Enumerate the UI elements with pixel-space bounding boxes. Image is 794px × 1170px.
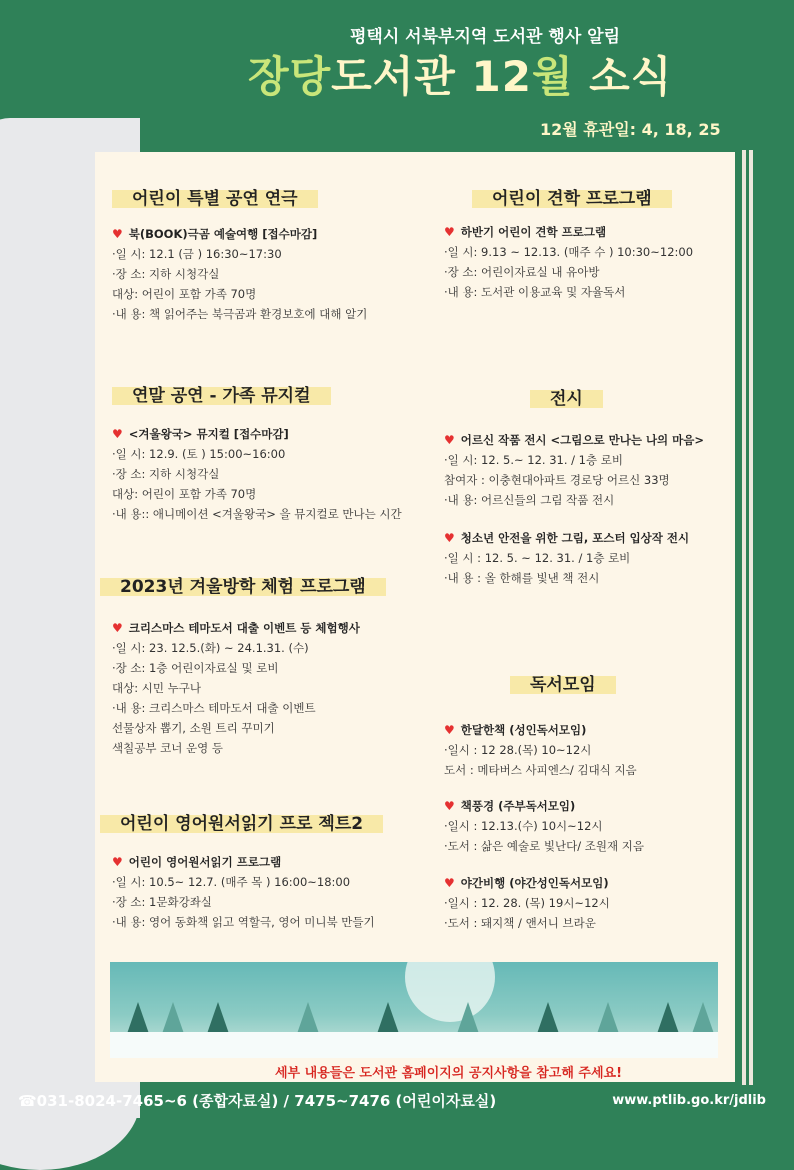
holiday-info: 12월 휴관일: 4, 18, 25 — [540, 120, 721, 139]
event-line: ·도서 : 삶은 예술로 빛난다/ 조원재 지음 — [444, 839, 644, 853]
event-book-club-1 — [444, 720, 637, 780]
event-head: 어린이 영어원서읽기 프로그램 — [128, 855, 282, 869]
section-title-musical: 연말 공연 - 가족 뮤지컬 — [112, 377, 331, 410]
title-main: 도서관 12 — [331, 52, 532, 101]
paper-edge — [749, 150, 753, 1085]
event-line: ·장 소: 1문화강좌실 — [112, 895, 212, 909]
event-line: 대상: 시민 누구나 — [112, 681, 201, 695]
event-line: ·내 용 : 올 한해를 빛낸 책 전시 — [444, 571, 600, 585]
event-line: 도서 : 메타버스 사피엔스/ 김대식 지음 — [444, 763, 637, 777]
event-line: ·일 시: 23. 12.5.(화) ~ 24.1.31. (수) — [112, 641, 309, 655]
event-line: ·일 시: 12. 5.~ 12. 31. / 1층 로비 — [444, 453, 623, 467]
section-title-winter-program: 2023년 겨울방학 체험 프로그램 — [100, 568, 386, 601]
event-head: 북(BOOK)극곰 예술여행 [접수마감] — [128, 227, 318, 241]
footer-website-link[interactable]: www.ptlib.go.kr/jdlib — [612, 1093, 766, 1108]
heart-icon: ♥ — [112, 427, 123, 441]
event-line: ·일시 : 12.13.(수) 10시~12시 — [444, 819, 603, 833]
heart-icon: ♥ — [444, 723, 455, 737]
event-line: ·내 용: 크리스마스 테마도서 대출 이벤트 — [112, 701, 316, 715]
event-line: ·내 용:: 애니메이션 <겨울왕국> 을 뮤지컬로 만나는 시간 — [112, 507, 402, 521]
event-head: 어르신 작품 전시 <그림으로 만나는 나의 마음> — [460, 433, 705, 447]
heart-icon: ♥ — [444, 433, 455, 447]
event-head: 크리스마스 테마도서 대출 이벤트 등 체험행사 — [128, 621, 360, 635]
heart-icon: ♥ — [444, 799, 455, 813]
event-head: 야간비행 (야간성인독서모임) — [460, 876, 609, 890]
section-title-book-club: 독서모임 — [510, 666, 616, 699]
event-line: ·일 시: 12.9. (토 ) 15:00~16:00 — [112, 447, 286, 461]
event-line: ·일 시: 12.1 (금 ) 16:30~17:30 — [112, 247, 282, 261]
event-line: ·내 용: 어르신들의 그림 작품 전시 — [444, 493, 615, 507]
event-line: 색칠공부 코너 운영 등 — [112, 741, 223, 755]
title-news: 소식 — [573, 52, 673, 101]
event-line: ·장 소: 지하 시청각실 — [112, 467, 220, 481]
event-line: ·일시 : 12. 28. (목) 19시~12시 — [444, 896, 610, 910]
event-line: ·장 소: 어린이자료실 내 유아방 — [444, 265, 600, 279]
section-title-field-trip: 어린이 견학 프로그램 — [472, 180, 672, 213]
event-english-reading — [112, 852, 375, 932]
event-line: ·일 시: 9.13 ~ 12.13. (매주 수 ) 10:30~12:00 — [444, 245, 694, 259]
event-winter-program — [112, 618, 360, 758]
event-head: 청소년 안전을 위한 그림, 포스터 입상작 전시 — [460, 531, 690, 545]
event-line: ·도서 : 돼지책 / 앤서니 브라운 — [444, 916, 596, 930]
event-exhibition-senior — [444, 430, 704, 510]
event-head: 한달한책 (성인독서모임) — [460, 723, 587, 737]
event-musical — [112, 424, 402, 524]
event-book-club-3 — [444, 873, 610, 933]
paper-edge — [742, 150, 746, 1085]
heart-icon: ♥ — [444, 876, 455, 890]
event-line: ·일시 : 12 28.(목) 10~12시 — [444, 743, 592, 757]
title-highlight: 장당 — [248, 52, 332, 101]
event-line: ·내 용: 도서관 이용교육 및 자율독서 — [444, 285, 626, 299]
event-head: 책풍경 (주부독서모임) — [460, 799, 576, 813]
section-title-english-reading: 어린이 영어원서읽기 프로 젝트2 — [100, 805, 383, 838]
footer-phone: ☎031-8024-7465~6 (종합자료실) / 7475~7476 (어린이자료실) — [18, 1092, 497, 1110]
event-book-club-2 — [444, 796, 644, 856]
event-line: 대상: 어린이 포함 가족 70명 — [112, 287, 257, 301]
winter-banner-illustration — [110, 962, 718, 1058]
event-line: ·장 소: 지하 시청각실 — [112, 267, 220, 281]
heart-icon: ♥ — [112, 855, 123, 869]
event-line: ·장 소: 1층 어린이자료실 및 로비 — [112, 661, 279, 675]
header-subtitle: 평택시 서북부지역 도서관 행사 알림 — [350, 27, 621, 47]
event-head: 하반기 어린이 견학 프로그램 — [460, 225, 607, 239]
event-line: 대상: 어린이 포함 가족 70명 — [112, 487, 257, 501]
event-line: 선물상자 뽑기, 소원 트리 꾸미기 — [112, 721, 275, 735]
event-line: ·내 용: 책 읽어주는 북극곰과 환경보호에 대해 알기 — [112, 307, 368, 321]
event-line: ·일 시 : 12. 5. ~ 12. 31. / 1층 로비 — [444, 551, 631, 565]
event-head: <겨울왕국> 뮤지컬 [접수마감] — [128, 427, 289, 441]
event-line: ·내 용: 영어 동화책 읽고 역할극, 영어 미니북 만들기 — [112, 915, 375, 929]
page-title — [248, 44, 672, 104]
snow-ground — [110, 1032, 718, 1058]
section-title-exhibition: 전시 — [530, 380, 603, 413]
heart-icon: ♥ — [112, 621, 123, 635]
event-exhibition-youth — [444, 528, 689, 588]
event-line: ·일 시: 10.5~ 12.7. (매주 목 ) 16:00~18:00 — [112, 875, 351, 889]
heart-icon: ♥ — [112, 227, 123, 241]
heart-icon: ♥ — [444, 225, 455, 239]
title-month: 월 — [531, 52, 574, 101]
event-line: 참여자 : 이충현대아파트 경로당 어르신 33명 — [444, 473, 670, 487]
heart-icon: ♥ — [444, 531, 455, 545]
notice-text: 세부 내용들은 도서관 홈페이지의 공지사항을 참고해 주세요! — [275, 1066, 623, 1081]
event-children-play — [112, 224, 367, 324]
event-field-trip — [444, 222, 693, 302]
section-title-children-play: 어린이 특별 공연 연극 — [112, 180, 318, 213]
